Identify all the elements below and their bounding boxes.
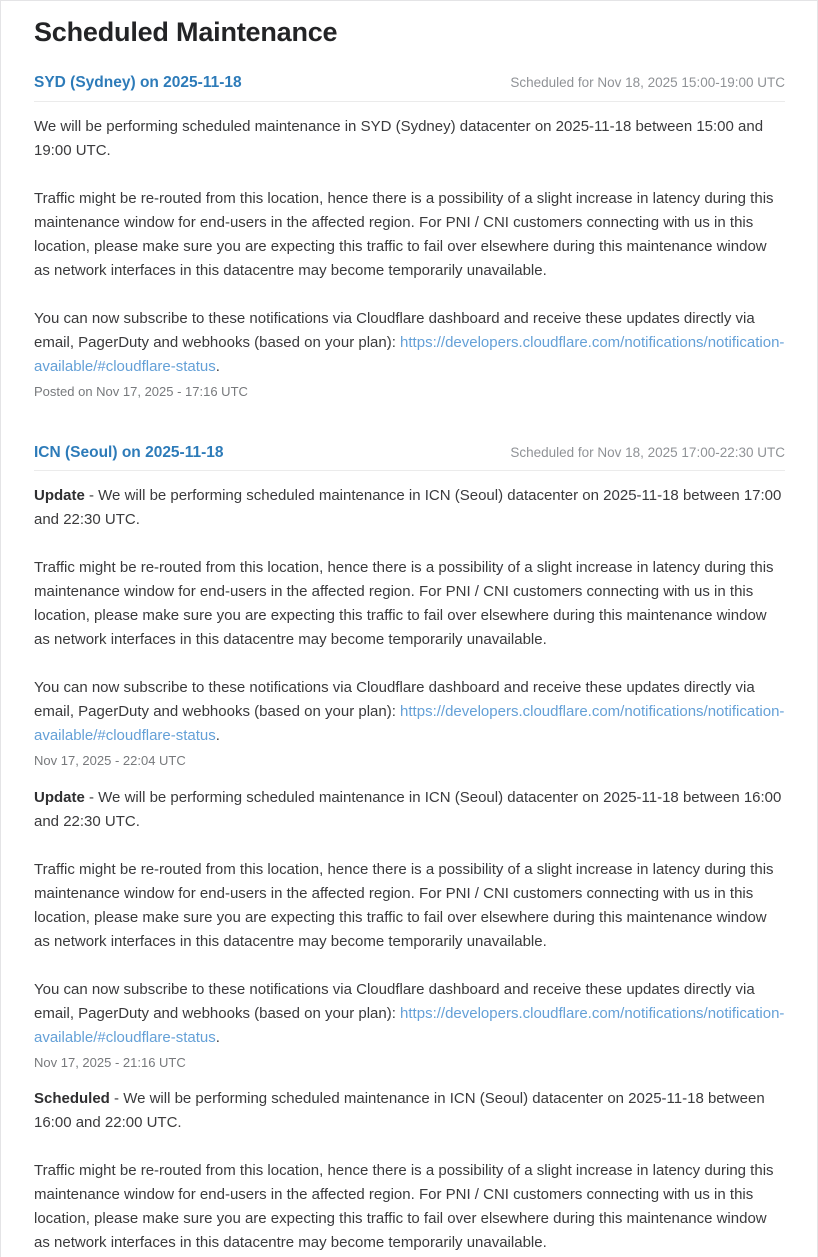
body-text: Traffic might be re-routed from this location, hence there is a possibility of a slight increase in latency during this maintenance window for end-users in the affected region. For PNI / CNI customers connecting with us in this location, please make sure you are expecting this traffic to fail over elsewhere during this maintenance window as network interfaces in this datacentre may become temporarily unavailable. — [34, 559, 774, 649]
update-paragraph — [34, 676, 785, 748]
update-timestamp: Posted on Nov 17, 2025 - 17:16 UTC — [34, 383, 248, 399]
update-paragraph — [34, 187, 785, 283]
body-text: Traffic might be re-routed from this location, hence there is a possibility of a slight increase in latency during this maintenance window for end-users in the affected region. For PNI / CNI customers connecting with us in this location, please make sure you are expecting this traffic to fail over elsewhere during this maintenance window as network interfaces in this datacentre may become temporarily unavailable. — [34, 860, 774, 950]
update-paragraph — [34, 858, 785, 954]
incident-section — [34, 74, 785, 399]
update-paragraph — [34, 786, 785, 834]
update-paragraph — [34, 115, 785, 163]
body-text: You can now subscribe to these notifications via Cloudflare dashboard and receive these updates directly via email, PagerDuty and webhooks (based on your plan): — [34, 679, 755, 721]
update-paragraph — [34, 978, 785, 1050]
body-text: Traffic might be re-routed from this location, hence there is a possibility of a slight increase in latency during this maintenance window for end-users in the affected region. For PNI / CNI customers connecting with us in this location, please make sure you are expecting this traffic to fail over elsewhere during this maintenance window as network interfaces in this datacentre may become temporarily unavailable. — [34, 189, 774, 279]
maintenance-update — [34, 115, 785, 400]
scheduled-for-label: Scheduled for Nov 18, 2025 15:00-19:00 UTC — [510, 75, 785, 91]
body-text: - We will be performing scheduled maintenance in ICN (Seoul) datacenter on 2025-11-18 between 16:00 and 22:00 UTC. — [34, 1090, 765, 1132]
body-text: . — [215, 1028, 220, 1046]
incident-heading: ICN (Seoul) on 2025-11-18 — [34, 443, 224, 461]
notification-link[interactable]: https://developers.cloudflare.com/notifications/notification-available/#cloudflare-status — [34, 1004, 785, 1046]
incident-updates — [34, 115, 785, 400]
body-text: Traffic might be re-routed from this location, hence there is a possibility of a slight increase in latency during this maintenance window for end-users in the affected region. For PNI / CNI customers connecting with us in this location, please make sure you are expecting this traffic to fail over elsewhere during this maintenance window as network interfaces in this datacentre may become temporarily unavailable. — [34, 1162, 774, 1252]
notification-link[interactable]: https://developers.cloudflare.com/notifications/notification-available/#cloudflare-status — [34, 333, 785, 375]
update-paragraph — [34, 307, 785, 379]
incident-header-row — [34, 444, 785, 472]
notification-link[interactable]: https://developers.cloudflare.com/notifications/notification-available/#cloudflare-status — [34, 703, 785, 745]
body-text: - We will be performing scheduled maintenance in ICN (Seoul) datacenter on 2025-11-18 between 16:00 and 22:30 UTC. — [34, 788, 782, 830]
maintenance-update — [34, 786, 785, 1071]
body-text: . — [215, 727, 220, 745]
body-text: . — [215, 357, 220, 375]
body-text: You can now subscribe to these notifications via Cloudflare dashboard and receive these updates directly via email, PagerDuty and webhooks (based on your plan): — [34, 309, 755, 351]
update-paragraph — [34, 556, 785, 652]
incident-section — [34, 444, 785, 1256]
body-text: - We will be performing scheduled maintenance in ICN (Seoul) datacenter on 2025-11-18 between 17:00 and 22:30 UTC. — [34, 487, 782, 529]
incident-header-row — [34, 74, 785, 102]
maintenance-update — [34, 1087, 785, 1255]
update-timestamp: Nov 17, 2025 - 21:16 UTC — [34, 1054, 186, 1070]
incident-heading: SYD (Sydney) on 2025-11-18 — [34, 74, 242, 92]
body-text: You can now subscribe to these notifications via Cloudflare dashboard and receive these updates directly via email, PagerDuty and webhooks (based on your plan): — [34, 980, 755, 1022]
status-label: Update — [34, 788, 85, 806]
status-label: Update — [34, 487, 85, 505]
maintenance-update — [34, 484, 785, 769]
page-title: Scheduled Maintenance — [34, 17, 338, 47]
scheduled-for-label: Scheduled for Nov 18, 2025 17:00-22:30 UTC — [510, 444, 785, 460]
update-paragraph — [34, 484, 785, 532]
update-timestamp: Nov 17, 2025 - 22:04 UTC — [34, 753, 186, 769]
body-text: We will be performing scheduled maintenance in SYD (Sydney) datacenter on 2025-11-18 between 15:00 and 19:00 UTC. — [34, 117, 764, 159]
update-paragraph — [34, 1159, 785, 1255]
status-label: Scheduled — [34, 1090, 110, 1108]
update-paragraph — [34, 1087, 785, 1135]
incident-updates — [34, 484, 785, 1255]
incident-list — [34, 74, 785, 1255]
